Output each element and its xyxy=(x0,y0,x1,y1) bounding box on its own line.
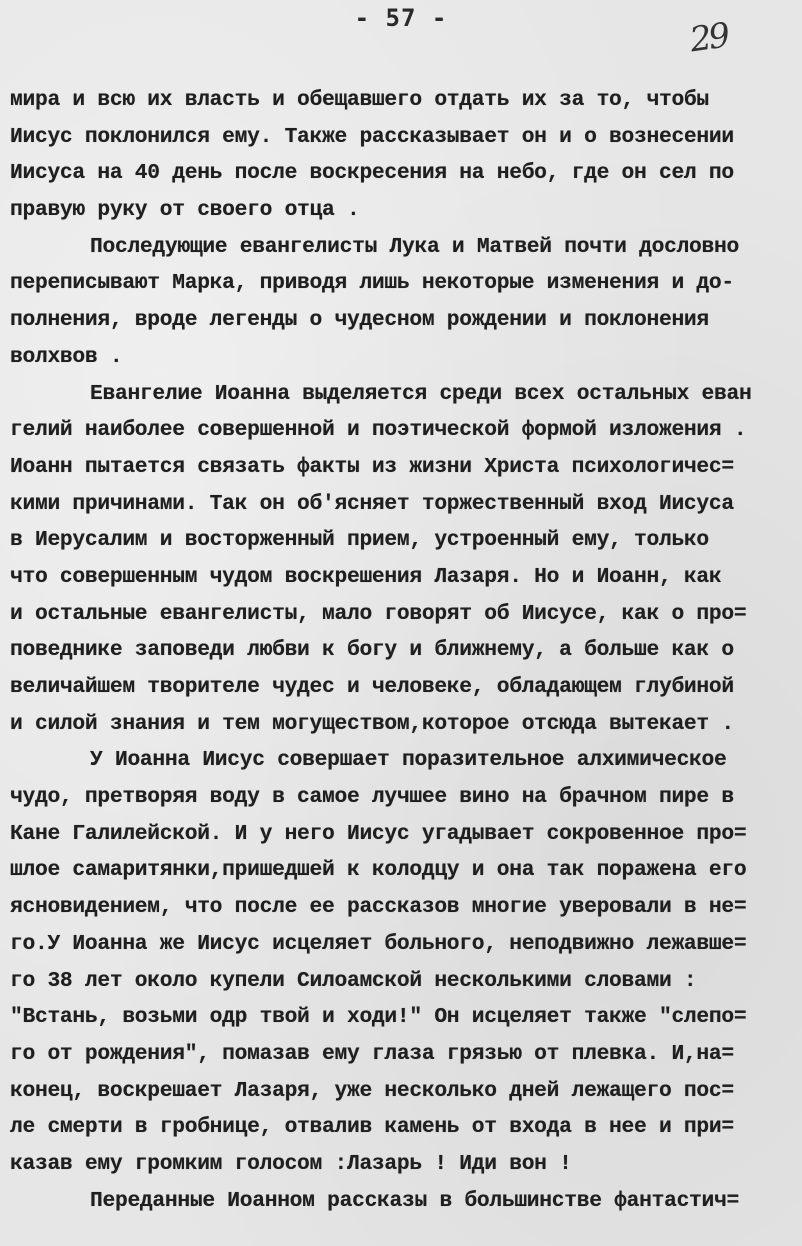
paragraph-start-line: Евангелие Иоанна выделяется среди всех остальных еван xyxy=(90,381,752,406)
text-line: и остальные евангелисты, мало говорят об Иисусе, как о про= xyxy=(10,601,747,626)
text-line: полнения, вроде легенды о чудесном рождении и поклонения xyxy=(10,308,709,333)
text-line: го от рождения", помазав ему глаза грязью от плевка. И,на= xyxy=(10,1041,734,1066)
text-line: "Встань, возьми одр твой и ходи!" Он исцеляет также "слепо= xyxy=(10,1005,747,1030)
text-line: правую руку от своего отца . xyxy=(10,198,360,223)
text-line: Иисус поклонился ему. Также рассказывает он и о вознесении xyxy=(10,124,734,149)
text-line: ле смерти в гробнице, отвалив камень от входа в нее и при= xyxy=(10,1115,734,1140)
text-line: волхвов . xyxy=(10,344,123,369)
text-line: шлое самаритянки,пришедшей к колодцу и она так поражена его xyxy=(10,858,747,883)
text-line: кими причинами. Так он об'ясняет торжественный вход Иисуса xyxy=(10,491,734,516)
page-number: - 57 - xyxy=(354,4,448,32)
text-line: Кане Галилейской. И у него Иисус угадывает сокровенное про= xyxy=(10,821,747,846)
body-text xyxy=(10,82,800,1219)
text-line: гелий наиболее совершенной и поэтической формой изложения . xyxy=(10,418,747,443)
text-line: мира и всю их власть и обещавшего отдать их за то, чтобы xyxy=(10,88,709,112)
text-line: конец, воскрешает Лазаря, уже несколько дней лежащего пос= xyxy=(10,1078,734,1103)
paragraph-start-line: Переданные Иоанном рассказы в большинстве фантастич= xyxy=(90,1188,739,1213)
text-line: ясновидением, что после ее рассказов многие уверовали в не= xyxy=(10,895,747,920)
text-line: величайшем творителе чудес и человеке, обладающем глубиной xyxy=(10,675,734,699)
paragraph-start-line: Последующие евангелисты Лука и Матвей почти дословно xyxy=(90,234,739,259)
text-line: Иоанн пытается связать факты из жизни Христа психологичес= xyxy=(10,454,734,479)
text-line: казав ему громким голосом :Лазарь ! Иди вон ! xyxy=(10,1151,572,1176)
paragraph-start-line: У Иоанна Иисус совершает поразительное алхимическое xyxy=(90,748,727,773)
handwritten-archive-number: 29 xyxy=(687,15,730,61)
text-line: в Иерусалим и восторженный прием, устроенный ему, только xyxy=(10,528,709,553)
text-line: поведнике заповеди любви к богу и ближнему, а больше как о xyxy=(10,638,734,663)
text-line: и силой знания и тем могуществом,которое отсюда вытекает . xyxy=(10,711,734,736)
text-line: го.У Иоанна же Иисус исцеляет больного, неподвижно лежавше= xyxy=(10,931,747,956)
text-line: Иисуса на 40 день после воскресения на небо, где он сел по xyxy=(10,161,734,186)
text-line: что совершенным чудом воскрешения Лазаря. Но и Иоанн, как xyxy=(10,564,722,589)
text-line: чудо, претворяя воду в самое лучшее вино на брачном пире в xyxy=(10,785,734,810)
text-line: переписывают Марка, приводя лишь некоторые изменения и до- xyxy=(10,271,734,296)
text-line: го 38 лет около купели Силоамской несколькими словами : xyxy=(10,968,697,993)
